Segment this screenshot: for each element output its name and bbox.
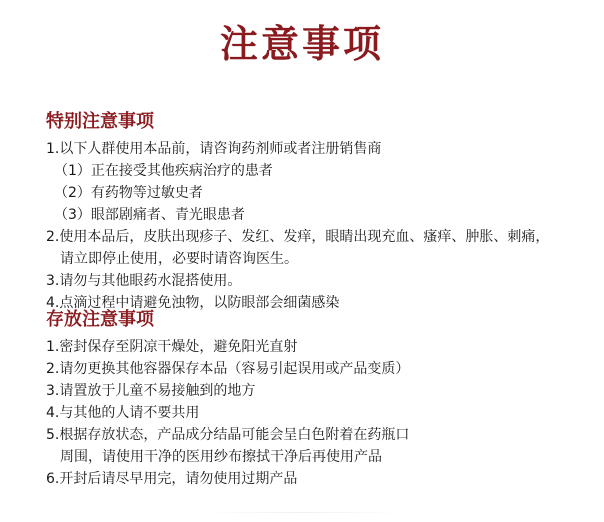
page-title: 注意事项 [219,22,384,66]
storage-note-item: 1.密封保存至阴凉干燥处，避免阳光直射 [46,339,298,355]
storage-note-item: 2.请勿更换其他容器保存本品（容易引起误用或产品变质） [46,361,410,377]
storage-notes-section [46,308,586,490]
special-note-item: 4.点滴过程中请避免浊物，以防眼部会细菌感染 [46,295,340,311]
special-notes-heading: 特别注意事项 [46,111,154,132]
storage-notes-heading: 存放注意事项 [46,309,154,330]
special-note-item: 1.以下人群使用本品前，请咨询药剂师或者注册销售商 [46,141,382,157]
storage-note-item: 6.开封后请尽早用完，请勿使用过期产品 [46,471,298,487]
special-note-item: 2.使用本品后，皮肤出现疹子、发红、发痒，眼睛出现充血、瘙痒、肿胀、刺痛， [46,229,550,245]
special-note-subitem: （3）眼部剧痛者、青光眼患者 [54,207,245,223]
storage-note-item: 3.请置放于儿童不易接触到的地方 [46,383,256,399]
special-note-subitem: （2）有药物等过敏史者 [54,185,203,201]
special-note-subitem: （1）正在接受其他疾病治疗的患者 [54,163,273,179]
storage-note-item: 4.与其他的人请不要共用 [46,405,200,421]
special-notes-section [46,110,586,314]
storage-note-continuation: 周围，请使用干净的医用纱布擦拭干净后再使用产品 [60,449,382,465]
special-note-item: 3.请勿与其他眼药水混搭使用。 [46,273,242,289]
bottom-divider [200,512,404,513]
special-note-continuation: 请立即停止使用，必要时请咨询医生。 [60,251,298,267]
storage-note-item: 5.根据存放状态，产品成分结晶可能会呈白色附着在药瓶口 [46,427,410,443]
